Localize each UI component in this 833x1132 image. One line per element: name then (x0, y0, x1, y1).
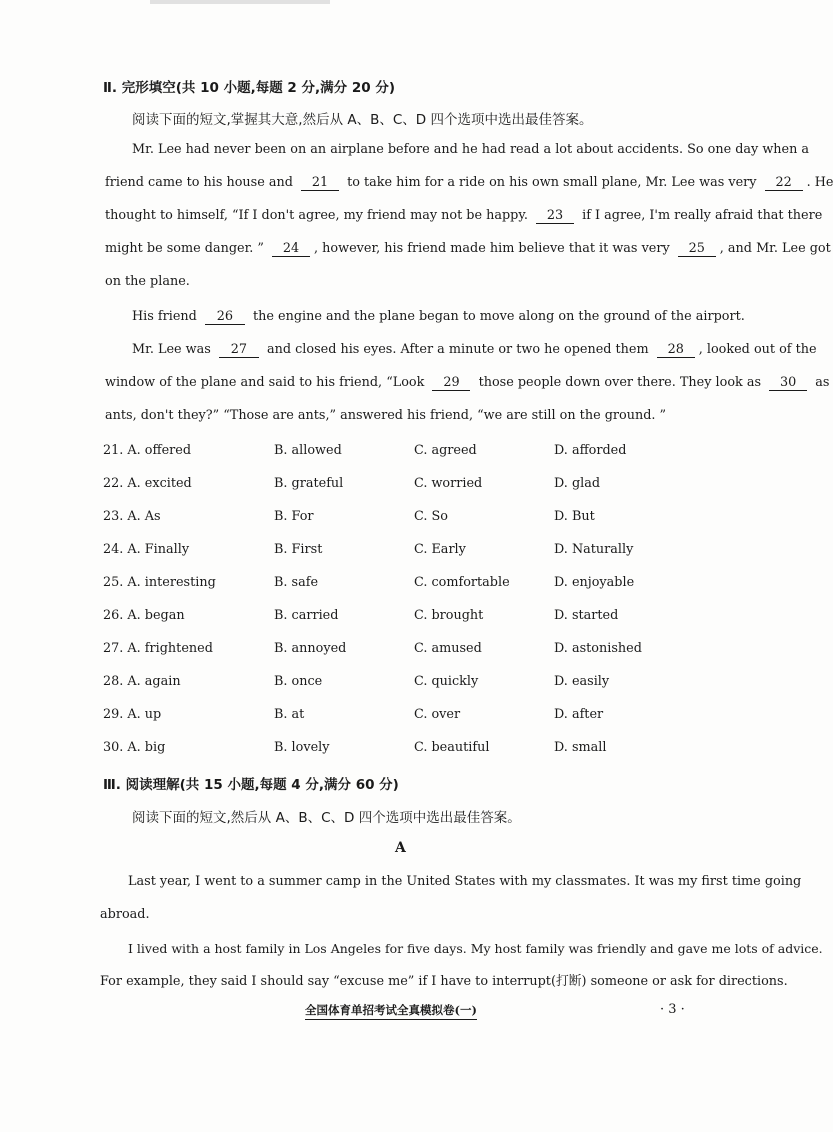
blank-21: 21 (301, 175, 339, 191)
blank-29: 29 (432, 375, 470, 391)
passage-line: For example, they said I should say “excuse me” if I have to interrupt(打断) someone or ask for directions. (100, 974, 788, 989)
section-3-instruction: 阅读下面的短文,然后从 A、B、C、D 四个选项中选出最佳答案。 (132, 810, 521, 826)
option-b: B. For (274, 509, 314, 524)
option-b: B. allowed (274, 443, 342, 458)
passage-line: I lived with a host family in Los Angeles for five days. My host family was friendly and gave me lots of advice. (128, 941, 823, 956)
option-c: C. amused (414, 641, 482, 656)
option-a: 23. A. As (103, 509, 161, 524)
text: if I agree, I'm really afraid that there (582, 208, 823, 223)
option-a: 30. A. big (103, 740, 166, 755)
options-row (0, 641, 800, 661)
option-b: B. safe (274, 575, 319, 590)
options-row (0, 476, 800, 496)
option-b: B. at (274, 707, 305, 722)
option-d: D. Naturally (554, 542, 634, 557)
footer-exam-title: 全国体育单招考试全真模拟卷(一) (305, 1002, 477, 1020)
options-row (0, 542, 800, 562)
blank-27: 27 (219, 342, 259, 358)
passage-line (105, 366, 829, 399)
option-b: B. once (274, 674, 323, 689)
text: friend came to his house and (105, 175, 293, 190)
blank-25: 25 (678, 241, 716, 257)
passage-heading: A (395, 840, 406, 856)
option-c: C. So (414, 509, 448, 524)
option-c: C. comfortable (414, 575, 510, 590)
options-row (0, 509, 800, 529)
option-a: 29. A. up (103, 707, 162, 722)
option-d: D. enjoyable (554, 575, 635, 590)
passage-line: abroad. (100, 907, 150, 922)
passage-line (132, 333, 817, 366)
option-a: 26. A. began (103, 608, 185, 623)
text: , looked out of the (698, 342, 817, 357)
option-b: B. First (274, 542, 323, 557)
option-d: D. started (554, 608, 619, 623)
blank-24: 24 (272, 241, 310, 257)
text: as (815, 375, 830, 390)
blank-30: 30 (769, 375, 807, 391)
text: , however, his friend made him believe that it was very (314, 241, 670, 256)
blank-26: 26 (205, 309, 245, 325)
option-d: D. afforded (554, 443, 627, 458)
section-2-title: Ⅱ. 完形填空(共 10 小题,每题 2 分,满分 20 分) (103, 80, 395, 96)
text: to take him for a ride on his own small plane, Mr. Lee was very (347, 175, 757, 190)
option-d: D. astonished (554, 641, 642, 656)
option-c: C. agreed (414, 443, 477, 458)
passage-line (105, 232, 831, 265)
options-row (0, 608, 800, 628)
text: might be some danger. ” (105, 241, 264, 256)
option-d: D. But (554, 509, 595, 524)
passage-line (132, 300, 745, 333)
option-c: C. quickly (414, 674, 479, 689)
option-a: 22. A. excited (103, 476, 192, 491)
option-b: B. carried (274, 608, 339, 623)
options-row (0, 707, 800, 727)
options-row (0, 674, 800, 694)
text: thought to himself, “If I don't agree, my friend may not be happy. (105, 208, 528, 223)
section-3-title: Ⅲ. 阅读理解(共 15 小题,每题 4 分,满分 60 分) (103, 777, 399, 793)
option-d: D. after (554, 707, 604, 722)
text: window of the plane and said to his friend, “Look (105, 375, 425, 390)
option-a: 25. A. interesting (103, 575, 216, 590)
text: , and Mr. Lee got (719, 241, 831, 256)
option-a: 27. A. frightened (103, 641, 213, 656)
option-a: 24. A. Finally (103, 542, 190, 557)
option-d: D. glad (554, 476, 601, 491)
text: and closed his eyes. After a minute or two he opened them (266, 342, 649, 357)
options-row (0, 740, 800, 760)
text: His friend (132, 309, 197, 324)
section-2-instruction: 阅读下面的短文,掌握其大意,然后从 A、B、C、D 四个选项中选出最佳答案。 (132, 112, 593, 128)
blank-22: 22 (765, 175, 803, 191)
passage-line: Last year, I went to a summer camp in the United States with my classmates. It was my first time going (128, 874, 802, 889)
option-d: D. easily (554, 674, 610, 689)
option-c: C. brought (414, 608, 484, 623)
blank-23: 23 (536, 208, 574, 224)
option-d: D. small (554, 740, 607, 755)
option-b: B. grateful (274, 476, 344, 491)
options-row (0, 443, 800, 463)
scan-top-artifact (150, 0, 330, 4)
blank-28: 28 (657, 342, 695, 358)
page-number: · 3 · (660, 1002, 685, 1017)
option-c: C. Early (414, 542, 466, 557)
option-a: 28. A. again (103, 674, 181, 689)
option-c: C. over (414, 707, 461, 722)
passage-line: Mr. Lee had never been on an airplane before and he had read a lot about accidents. So one day when a (132, 142, 810, 157)
text: the engine and the plane began to move along on the ground of the airport. (253, 309, 745, 324)
passage-line (105, 199, 822, 232)
text: Mr. Lee was (132, 342, 211, 357)
option-b: B. lovely (274, 740, 330, 755)
passage-line: ants, don't they?” “Those are ants,” answered his friend, “we are still on the ground. ” (105, 408, 667, 423)
option-c: C. worried (414, 476, 483, 491)
text: . He (806, 175, 833, 190)
text: those people down over there. They look as (478, 375, 762, 390)
options-row (0, 575, 800, 595)
passage-line (105, 166, 833, 199)
option-a: 21. A. offered (103, 443, 192, 458)
option-c: C. beautiful (414, 740, 490, 755)
option-b: B. annoyed (274, 641, 347, 656)
passage-line: on the plane. (105, 274, 190, 289)
